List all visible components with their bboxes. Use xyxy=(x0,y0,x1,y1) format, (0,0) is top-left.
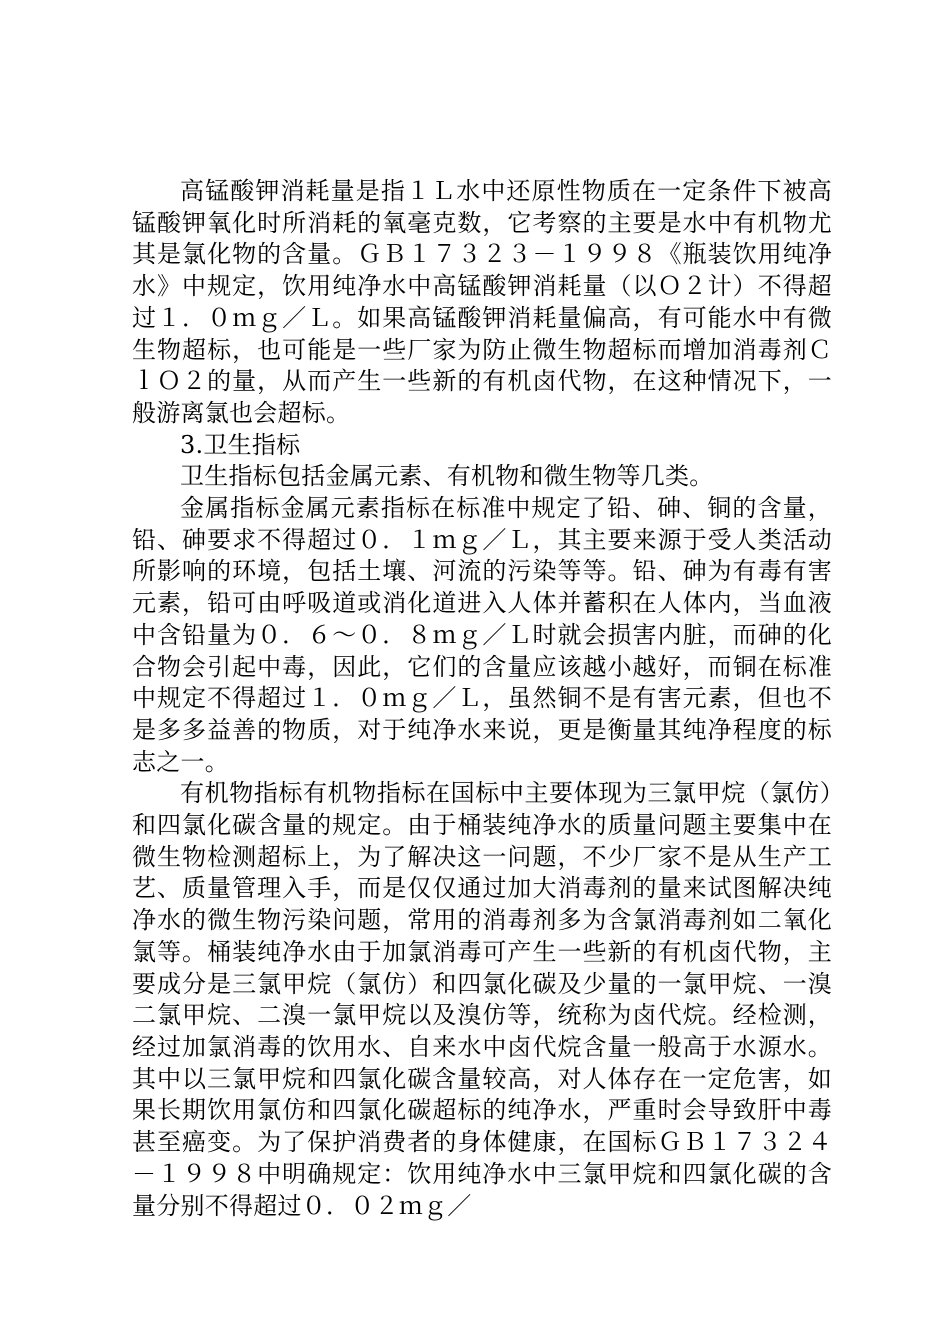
paragraph-organic-indicators: 有机物指标有机物指标在国标中主要体现为三氯甲烷（氯仿）和四氯化碳含量的规定。由于桶装纯净水的质量问题主要集中在微生物检测超标上，为了解决这一问题，不少厂家不是从生产工艺、质量管理入手，而是仅仅通过加大消毒剂的量来试图解决纯净水的微生物污染问题，常用的消毒剂多为含氯消毒剂如二氧化氯等。桶装纯净水由于加氯消毒可产生一些新的有机卤代物，主要成分是三氯甲烷（氯仿）和四氯化碳及少量的一氯甲烷、一溴二氯甲烷、二溴一氯甲烷以及溴仿等，统称为卤代烷。经检测，经过加氯消毒的饮用水、自来水中卤代烷含量一般高于水源水。其中以三氯甲烷和四氯化碳含量较高，对人体存在一定危害，如果长期饮用氯仿和四氯化碳超标的纯净水，严重时会导致肝中毒甚至癌变。为了保护消费者的身体健康，在国标ＧＢ１７３２４－１９９８中明确规定：饮用纯净水中三氯甲烷和四氯化碳的含量分别不得超过０．０２ｍｇ／ xyxy=(132,779,832,1220)
paragraph-permanganate: 高锰酸钾消耗量是指１Ｌ水中还原性物质在一定条件下被高锰酸钾氧化时所消耗的氧毫克数，它考察的主要是水中有机物尤其是氯化物的含量。ＧＢ１７３２３－１９９８《瓶装饮用纯净水》中规定，饮用纯净水中高锰酸钾消耗量（以Ｏ２计）不得超过１．０ｍｇ／Ｌ。如果高锰酸钾消耗量偏高，有可能水中有微生物超标，也可能是一些厂家为防止微生物超标而增加消毒剂ＣｌＯ２的量，从而产生一些新的有机卤代物，在这种情况下，一般游离氯也会超标。 xyxy=(132,177,832,427)
paragraph-metal-indicators: 金属指标金属元素指标在标准中规定了铅、砷、铜的含量，铅、砷要求不得超过０．１ｍｇ／Ｌ，其主要来源于受人类活动所影响的环境，包括土壤、河流的污染等等。铅、砷为有毒有害元素，铅可由呼吸道或消化道进入人体并蓄积在人体内，当血液中含铅量为０．６～０．８ｍｇ／Ｌ时就会损害内脏，而砷的化合物会引起中毒，因此，它们的含量应该越小越好，而铜在标准中规定不得超过１．０ｍｇ／Ｌ，虽然铜不是有害元素，但也不是多多益善的物质，对于纯净水来说，更是衡量其纯净程度的标志之一。 xyxy=(132,494,832,776)
document-page xyxy=(132,176,832,1222)
paragraph-hygiene-overview: 卫生指标包括金属元素、有机物和微生物等几类。 xyxy=(180,462,714,491)
section-heading-hygiene: 3.卫生指标 xyxy=(180,430,301,459)
